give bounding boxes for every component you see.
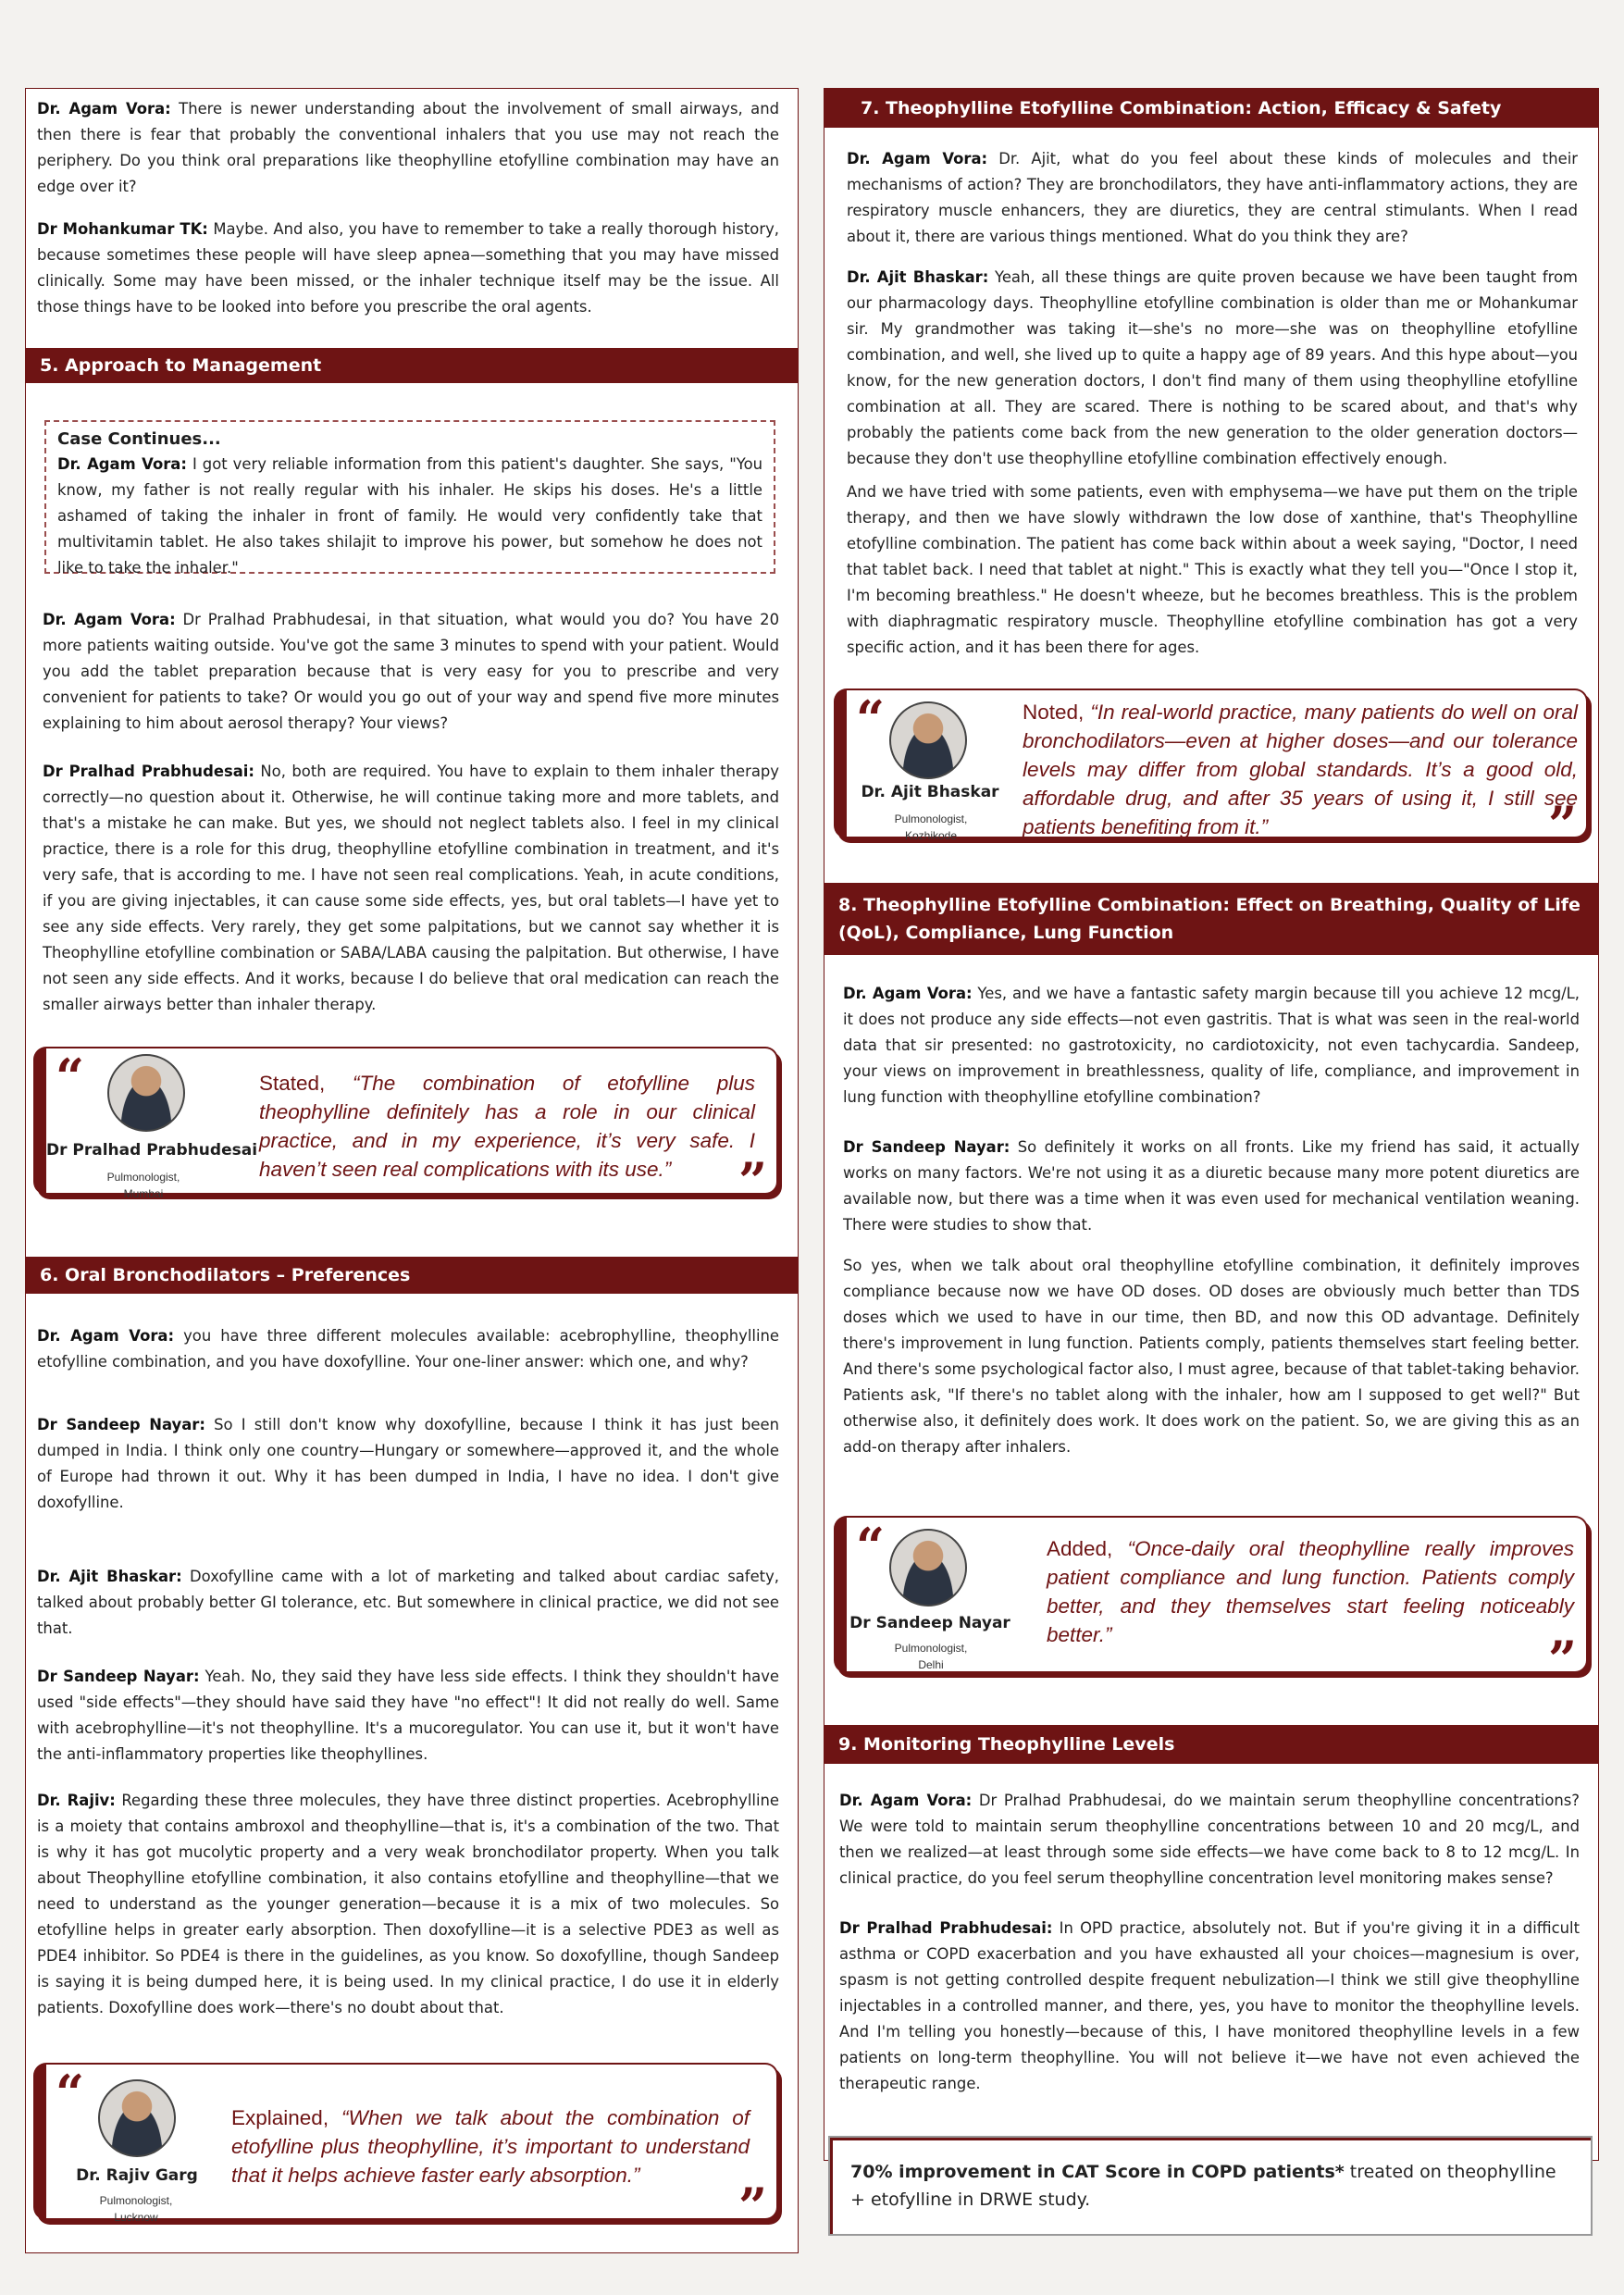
quote-author-name: Dr. Ajit Bhaskar	[861, 783, 999, 801]
case-title: Case Continues...	[57, 429, 221, 449]
quote-open-icon: “	[56, 2064, 85, 2123]
avatar	[889, 1529, 967, 1606]
avatar	[98, 2079, 176, 2157]
stat-callout	[828, 2136, 1593, 2236]
quote-author-name: Dr Pralhad Prabhudesai	[46, 1141, 258, 1160]
quote-text: Stated, “The combination of etofylline plus theophylline definitely has a role in our clinical practice, and in my experience, it’s very safe. I haven’t seen real complications with its use.”	[259, 1072, 755, 1181]
paragraph: Dr Mohankumar TK: Maybe. And also, you have to remember to take a really thorough history, because sometimes these people will have sleep apnea—something that you may have missed clinically. Some may have been missed, or the inhaler technique itself may be the issue. All those things have to be looked into before you prescribe the oral agents.	[37, 220, 779, 316]
quote-author-role: Pulmonologist, Delhi	[894, 1642, 968, 1671]
section-8-body	[843, 981, 1580, 1460]
quote-author-name: Dr. Rajiv Garg	[76, 2166, 198, 2185]
quote-card-prabhudesai	[33, 1047, 778, 1210]
paragraph: Dr. Agam Vora: Dr. Ajit, what do you feel about these kinds of molecules and their mechanisms of action? They are bronchodilators, they have anti-inflammatory actions, they are respiratory muscle enhancers, they are diuretics, they are central stimulants. When I read about it, there are various things mentioned. What do you think they are?	[847, 150, 1578, 245]
paragraph: Dr Sandeep Nayar: Yeah. No, they said they have less side effects. I think they shouldn't have used "side effects"—they should have said they have "no effect"! It did not really do well. Same with acebrophylline—it's not theophylline. It's a mucoregulator. You can use it, but it won't have the anti-inflammatory properties like theophyllines.	[37, 1668, 779, 1763]
avatar	[889, 701, 967, 779]
quote-text: Added, “Once-daily oral theophylline really improves patient compliance and lung function. Patients comply better, and they themselves start feeling noticeably better.”	[1047, 1537, 1574, 1646]
stat-text: 70% improvement in CAT Score in COPD patients* treated on theophylline + etofylline in DRWE study.	[850, 2162, 1556, 2210]
quote-text: Explained, “When we talk about the combination of etofylline plus theophylline, it’s important to understand that it helps achieve faster early absorption.”	[231, 2106, 750, 2187]
section-8-header: 8. Theophylline Etofylline Combination: Effect on Breathing, Quality of Life (QoL), Compliance, Lung Function	[824, 883, 1599, 955]
quote-author-name: Dr Sandeep Nayar	[849, 1614, 1010, 1632]
case-box	[44, 420, 775, 577]
quote-open-icon: “	[56, 1048, 85, 1107]
quote-open-icon: “	[856, 689, 886, 749]
left-column	[25, 88, 799, 2253]
quote-close-icon: ”	[1547, 1630, 1577, 1689]
section-6-body	[37, 1323, 779, 2021]
paragraph: And we have tried with some patients, even with emphysema—we have put them on the triple therapy, and then we have slowly withdrawn the low dose of xanthine, that's Theophylline etofylline combination. The patient has come back within about a week saying, "Doctor, I need that tablet back. I need that tablet at night." This is exactly what they tell you—"Once I stop it, I'm becoming breathless." He doesn't wheeze, but he becomes breathless. This is the problem with diaphragmatic respiratory muscle. Theophylline etofylline combination has got a very specific action, and it has been there for ages.	[847, 483, 1578, 656]
paragraph: Dr Sandeep Nayar: So I still don't know why doxofylline, because I think it has just been dumped in India. I think only one country—Hungary or somewhere—approved it, and the whole of Europe had thrown it out. Why it has been dumped in India, I have no idea. I don't give doxofylline.	[37, 1416, 779, 1511]
quote-author-role: Pulmonologist, Kozhikode	[894, 813, 968, 842]
paragraph: Dr. Rajiv: Regarding these three molecules, they have three distinct properties. Acebrophylline is a moiety that contains ambroxol and theophylline—that is, it's a combination of the two. That is why it has got mucolytic property and a very weak bronchodilator property. When you talk about Theophylline etofylline combination, it also contains etofylline and theophylline—that we need to understand as the younger generation—because it is a mix of two molecules. So etofylline helps in greater early absorption. Then doxofylline—it is a selective PDE3 as well as PDE4 inhibitor. So PDE4 is there in the guidelines, as you know. So doxofylline, though Sandeep is saying it is being dumped here, it is being used. In my clinical practice, I do use it in elderly patients. Doxofylline does work—there's no doubt about that.	[37, 1792, 779, 2016]
section-9-header: 9. Monitoring Theophylline Levels	[824, 1725, 1599, 1764]
paragraph: Dr. Agam Vora: Yes, and we have a fantastic safety margin because till you achieve 12 mcg/L, it does not produce any side effects—not even gastritis. That is what was seen in the real-world data that sir presented: no gastrotoxicity, no cardiotoxicity, not even tachycardia. Sandeep, your views on improvement in breathlessness, quality of life, compliance, and improvement in lung function with theophylline etofylline combination?	[843, 985, 1580, 1106]
paragraph: Dr Pralhad Prabhudesai: No, both are required. You have to explain to them inhaler therapy correctly—no question about it. Otherwise, he will continue taking more and more tablets, and that's a mistake he can make. But yes, we should not neglect tablets also. I feel in my clinical practice, there is a role for this drug, theophylline etofylline combination in treatment, and it's very safe, that is according to me. I have not seen real complications. Yeah, in acute conditions, if you are giving injectables, it can cause some side effects, yes, but oral tablets—I have yet to see any side effects. Very rarely, they get some palpitations, but we cannot say whether it is Theophylline etofylline combination or SABA/LABA causing the palpitation. But otherwise, I have not seen any side effects. And it works, because I do believe that oral medication can reach the smaller airways better than inhaler therapy.	[43, 763, 779, 1013]
paragraph: Dr. Ajit Bhaskar: Yeah, all these things are quite proven because we have been taught from our pharmacology days. Theophylline etofylline combination is older than me or Mohankumar sir. My grandmother was taking it—she's no more—she was on theophylline etofylline combination, and well, she lived up to quite a happy age of 89 years. And this hype about—you know, for the new generation doctors, I don't find many of them using theophylline etofylline combination at all. They are scared. There is nothing to be scared about, and that's why probably the patients come back from the new generation to the older generation doctors—because they don't use theophylline etofylline combination effectively enough.	[847, 268, 1578, 467]
paragraph: Dr. Agam Vora: Dr Pralhad Prabhudesai, in that situation, what would you do? You have 20 more patients waiting outside. You've got the same 3 minutes to spend with your patient. Would you add the tablet preparation because that is very easy for you to prescribe and very convenient for patients to take? Or would you go out of your way and spend five more minutes explaining to him about aerosol therapy? Your views?	[43, 611, 779, 732]
section-5-body	[43, 607, 779, 1018]
paragraph: Dr. Agam Vora: you have three different molecules available: acebrophylline, theophylline etofylline combination, and you have doxofylline. Your one-liner answer: which one, and why?	[37, 1327, 779, 1371]
quote-card-bhaskar	[834, 688, 1588, 854]
quote-close-icon: ”	[738, 2177, 767, 2236]
paragraph: Dr. Agam Vora: Dr Pralhad Prabhudesai, do we maintain serum theophylline concentrations? We were told to maintain serum theophylline concentrations between 10 and 20 mcg/L, and then we realized—at least through some side effects—we have come back to 8 to 12 mcg/L. In clinical practice, do you feel serum theophylline concentration level monitoring makes sense?	[839, 1792, 1580, 1887]
paragraph: Dr. Agam Vora: There is newer understanding about the involvement of small airways, and then there is fear that probably the conventional inhalers that you use may not reach the periphery. Do you think oral preparations like theophylline etofylline combination may have an edge over it?	[37, 100, 780, 195]
quote-open-icon: “	[856, 1517, 886, 1576]
paragraph: So yes, when we talk about oral theophylline etofylline combination, it definitely improves compliance because now we have OD doses. OD doses are obviously much better than TDS doses which we used to have in our time, then BD, and now this OD advantage. Definitely there's improvement in lung function. Patients comply, patients themselves start feeling better. And there's some psychological factor also, I must agree, because of that tablet-taking behavior. Patients ask, "If there's no tablet along with the inhaler, how am I supposed to get well?" But otherwise also, it definitely does work. It does work on the patient. So, we are giving this as an add-on therapy after inhalers.	[843, 1257, 1580, 1456]
quote-author-role: Pulmonologist, Lucknow	[99, 2194, 173, 2224]
case-text: Dr. Agam Vora: I got very reliable information from this patient's daughter. She says, "You know, my father is not really regular with his inhaler. He skips his doses. He's a little ashamed of taking the inhaler in front of family. He would very confidently take that multivitamin tablet. He also takes shilajit to improve his power, but somehow he does not like to take the inhaler."	[57, 455, 763, 577]
right-column	[824, 88, 1599, 2161]
section-9-body	[839, 1788, 1580, 2097]
quote-close-icon: ”	[1547, 795, 1577, 854]
avatar	[107, 1054, 185, 1132]
paragraph: Dr Pralhad Prabhudesai: In OPD practice, absolutely not. But if you're giving it in a difficult asthma or COPD exacerbation and you have exhausted all your choices—magnesium is over, spasm is not getting controlled despite frequent nebulization—I think we still give theophylline injectables in a controlled manner, and there, yes, you have to monitor the theophylline levels. And I'm telling you honestly—because of this, I have monitored theophylline levels in a few patients on long-term theophylline. You will not believe it—we have not even achieved the therapeutic range.	[839, 1919, 1580, 2092]
section-5-header: 5. Approach to Management	[25, 348, 799, 383]
quote-card-nayar	[834, 1516, 1588, 1689]
section-7-body	[847, 146, 1578, 661]
quote-card-garg	[33, 2063, 778, 2236]
paragraph: Dr Sandeep Nayar: So definitely it works on all fronts. Like my friend has said, it actually works on many factors. We're not using it as a diuretic because many more potent diuretics are available now, but there was a time when it was even used for mechanical ventilation weaning. There were studies to show that.	[843, 1138, 1580, 1234]
quote-text: Noted, “In real-world practice, many patients do well on oral bronchodilators—even at higher doses—and our tolerance levels may differ from global standards. It’s a good old, affordable drug, and after 35 years of using it, I still see patients benefiting from it.”	[1023, 701, 1578, 838]
section-6-header: 6. Oral Bronchodilators – Preferences	[25, 1257, 799, 1294]
quote-author-role: Pulmonologist, Mumbai	[106, 1171, 180, 1200]
section-7-header: 7. Theophylline Etofylline Combination: Action, Efficacy & Safety	[824, 89, 1599, 128]
paragraph: Dr. Ajit Bhaskar: Doxofylline came with a lot of marketing and talked about cardiac safety, talked about probably better GI tolerance, etc. But somewhere in clinical practice, we did not see that.	[37, 1568, 779, 1637]
quote-close-icon: ”	[738, 1151, 767, 1210]
intro-block	[37, 96, 779, 320]
